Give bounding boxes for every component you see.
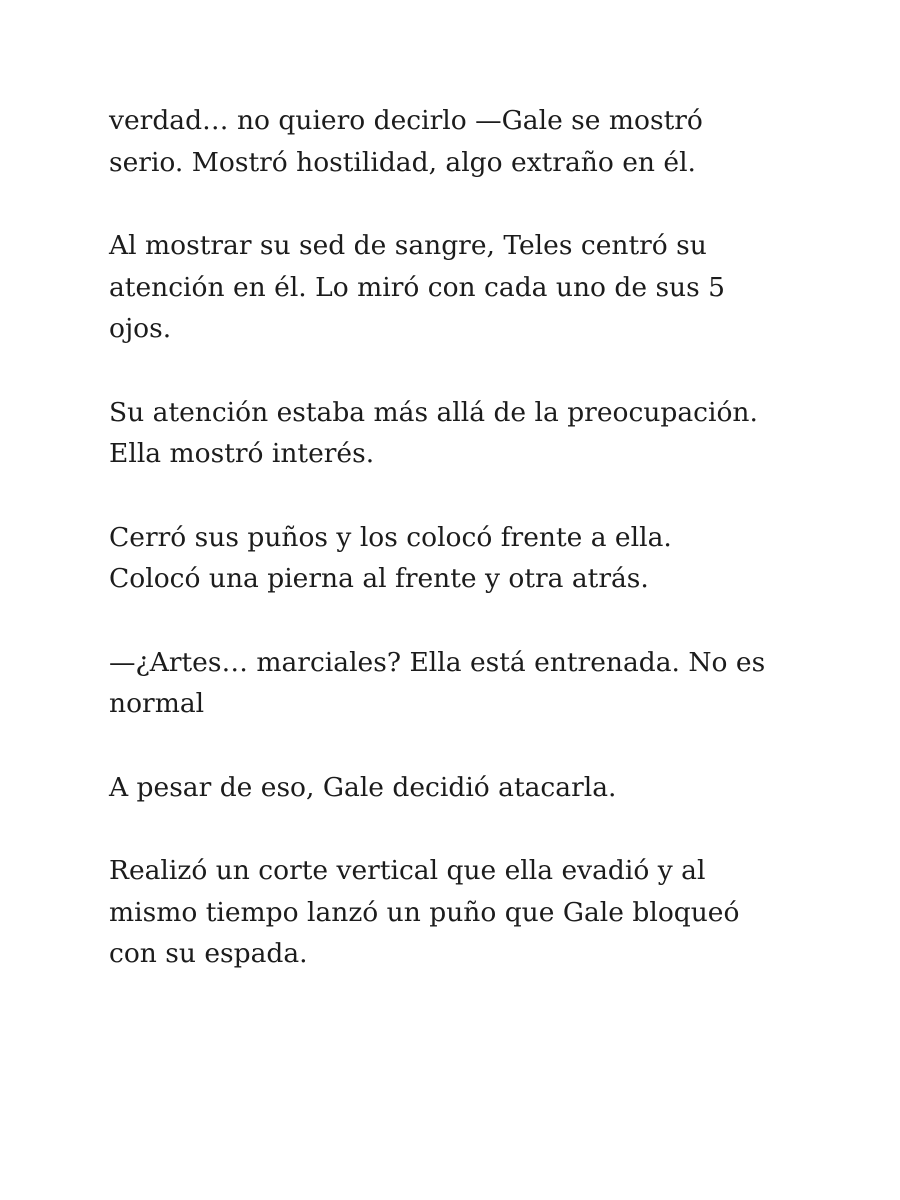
text-line: A pesar de eso, Gale decidió atacarla. — [109, 771, 617, 803]
text-line: —¿Artes… marciales? Ella está entrenada. No es — [109, 646, 766, 678]
paragraph — [109, 767, 799, 809]
paragraph — [109, 850, 799, 975]
text-line: ojos. — [109, 313, 172, 344]
body-text — [109, 100, 799, 975]
paragraph — [109, 100, 799, 183]
text-line: Su atención estaba más allá de la preocupación. — [109, 396, 758, 428]
paragraph — [109, 642, 799, 725]
text-line: Colocó una pierna al frente y otra atrás. — [109, 563, 649, 594]
text-line: Cerró sus puños y los colocó frente a ella. — [109, 521, 672, 553]
text-line: mismo tiempo lanzó un puño que Gale bloqueó — [109, 896, 740, 928]
text-line: serio. Mostró hostilidad, algo extraño en él. — [109, 146, 696, 178]
text-line: Realizó un corte vertical que ella evadió y al — [109, 855, 706, 886]
text-line: atención en él. Lo miró con cada uno de sus 5 — [109, 271, 726, 303]
text-line: Al mostrar su sed de sangre, Teles centró su — [109, 230, 707, 261]
text-line: con su espada. — [109, 938, 308, 969]
paragraph — [109, 517, 799, 600]
text-line: verdad… no quiero decirlo —Gale se mostró — [109, 105, 703, 136]
paragraph — [109, 392, 799, 475]
paragraph — [109, 225, 799, 350]
text-line: Ella mostró interés. — [109, 438, 375, 469]
text-line: normal — [109, 688, 205, 719]
